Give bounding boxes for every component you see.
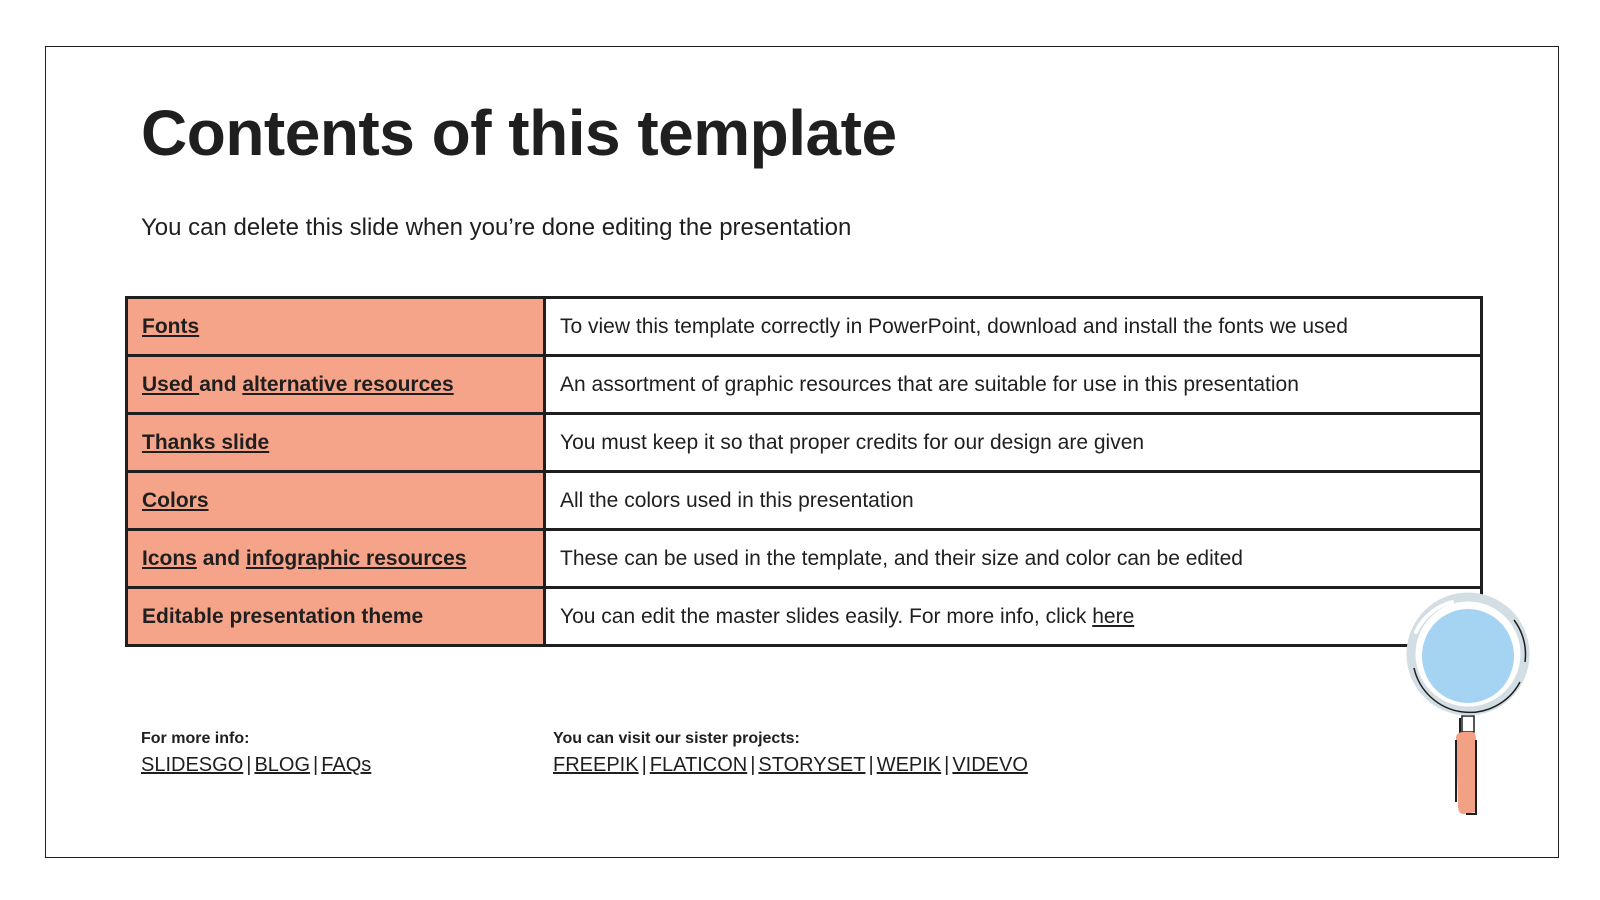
page-subtitle: You can delete this slide when you’re done editing the presentation — [141, 214, 852, 241]
thanks-slide-link[interactable]: Thanks slide — [142, 430, 270, 454]
separator: | — [246, 754, 252, 776]
row-key-cell — [127, 298, 545, 356]
freepik-link[interactable]: FREEPIK — [553, 754, 639, 776]
separator: | — [944, 754, 950, 776]
row-description: An assortment of graphic resources that are suitable for use in this presentation — [545, 356, 1482, 414]
row-key-cell — [127, 530, 545, 588]
editable-theme-label: Editable presentation theme — [142, 604, 424, 628]
sister-projects-label: You can visit our sister projects: — [553, 730, 800, 747]
sister-projects-links — [553, 754, 1028, 777]
page-title: Contents of this template — [141, 97, 897, 169]
fonts-link[interactable]: Fonts — [142, 314, 200, 338]
flaticon-link[interactable]: FLATICON — [649, 754, 748, 776]
row-key-cell — [127, 472, 545, 530]
slidesgo-link[interactable]: SLIDESGO — [141, 754, 244, 776]
more-info-label: For more info: — [141, 730, 250, 747]
videvo-link[interactable]: VIDEVO — [952, 754, 1028, 776]
row-key-cell — [127, 588, 545, 646]
table-row — [127, 298, 1482, 356]
row-key-cell — [127, 356, 545, 414]
infographic-resources-link[interactable]: infographic resources — [245, 546, 467, 570]
faqs-link[interactable]: FAQs — [321, 754, 372, 776]
table-row — [127, 414, 1482, 472]
sister-projects-section — [553, 730, 1028, 777]
table-row — [127, 472, 1482, 530]
contents-table — [125, 296, 1483, 647]
magnifying-glass-icon — [1402, 592, 1534, 822]
icons-link[interactable]: Icons — [142, 546, 197, 570]
table-row — [127, 530, 1482, 588]
table-row — [127, 588, 1482, 646]
blog-link[interactable]: BLOG — [254, 754, 311, 776]
row-description-text: You can edit the master slides easily. For more info, click — [560, 604, 1093, 628]
here-link[interactable]: here — [1092, 604, 1135, 628]
key-text: and — [199, 372, 243, 396]
alternative-resources-link[interactable]: alternative resources — [242, 372, 454, 396]
row-key-cell — [127, 414, 545, 472]
row-description: All the colors used in this presentation — [545, 472, 1482, 530]
used-resources-link[interactable]: Used — [142, 372, 200, 396]
storyset-link[interactable]: STORYSET — [758, 754, 866, 776]
table-row — [127, 356, 1482, 414]
separator: | — [868, 754, 874, 776]
row-description: These can be used in the template, and their size and color can be edited — [545, 530, 1482, 588]
key-text: and — [196, 546, 246, 570]
more-info-section — [141, 730, 371, 777]
more-info-links — [141, 754, 371, 777]
separator: | — [641, 754, 647, 776]
separator: | — [313, 754, 319, 776]
row-description — [545, 588, 1482, 646]
row-description: You must keep it so that proper credits for our design are given — [545, 414, 1482, 472]
wepik-link[interactable]: WEPIK — [876, 754, 942, 776]
colors-link[interactable]: Colors — [142, 488, 209, 512]
separator: | — [750, 754, 756, 776]
row-description: To view this template correctly in PowerPoint, download and install the fonts we used — [545, 298, 1482, 356]
